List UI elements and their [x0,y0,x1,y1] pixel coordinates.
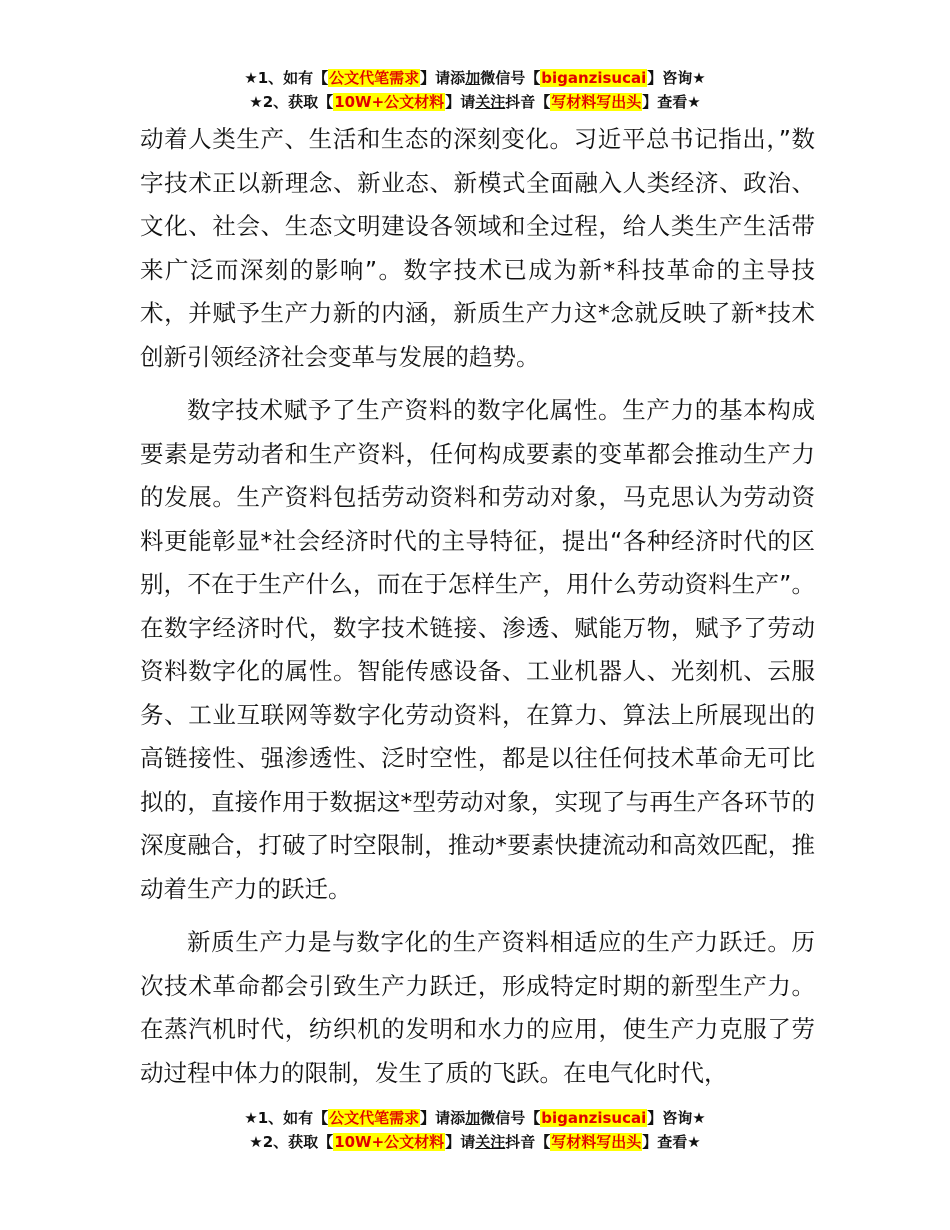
highlight-service: 公文代笔需求 [329,69,420,87]
highlight-materials: 10W+公文材料 [334,1133,445,1151]
footer-banner [0,1106,950,1154]
paragraph-1: 动着人类生产、生活和生态的深刻变化。习近平总书记指出，”数字技术正以新理念、新业态、新模式全面融入人类经济、政治、文化、社会、生态文明建设各领域和全过程，给人类生产生活带来广泛而深刻的影响”。数字技术已成为新*科技革命的主导技术，并赋予生产力新的内涵，新质生产力这*念就反映了新*技术创新引领经济社会变革与发展的趋势。 [140,125,815,371]
paragraph-3: 新质生产力是与数字化的生产资料相适应的生产力跃迁。历次技术革命都会引致生产力跃迁，形成特定时期的新型生产力。在蒸汽机时代，纺织机的发明和水力的应用，使生产力克服了劳动过程中体力的限制，发生了质的飞跃。在电气化时代， [140,928,815,1087]
highlight-wechat-id: biganzisucai [541,1109,647,1127]
document-body [140,118,815,1105]
banner-line-2: ★2、获取【10W+公文材料】请关注抖音【写材料写出头】查看★ [249,93,701,111]
banner-line-2: ★2、获取【10W+公文材料】请关注抖音【写材料写出头】查看★ [249,1133,701,1151]
highlight-douyin-account: 写材料写出头 [551,93,642,111]
banner-line-1: ★1、如有【公文代笔需求】请添加微信号【biganzisucai】咨询★ [244,1109,706,1127]
paragraph-2: 数字技术赋予了生产资料的数字化属性。生产力的基本构成要素是劳动者和生产资料，任何构成要素的变革都会推动生产力的发展。生产资料包括劳动资料和劳动对象，马克思认为劳动资料更能彰显*社会经济时代的主导特征，提出“各种经济时代的区别，不在于生产什么，而在于怎样生产，用什么劳动资料生产”。在数字经济时代，数字技术链接、渗透、赋能万物，赋予了劳动资料数字化的属性。智能传感设备、工业机器人、光刻机、云服务、工业互联网等数字化劳动资料，在算力、算法上所展现出的高链接性、强渗透性、泛时空性，都是以往任何技术革命无可比拟的，直接作用于数据这*型劳动对象，实现了与再生产各环节的深度融合，打破了时空限制，推动*要素快捷流动和高效匹配，推动着生产力的跃迁。 [140,396,815,903]
header-banner [0,66,950,114]
highlight-wechat-id: biganzisucai [541,69,647,87]
highlight-service: 公文代笔需求 [329,1109,420,1127]
highlight-materials: 10W+公文材料 [334,93,445,111]
banner-line-1: ★1、如有【公文代笔需求】请添加微信号【biganzisucai】咨询★ [244,69,706,87]
highlight-douyin-account: 写材料写出头 [551,1133,642,1151]
